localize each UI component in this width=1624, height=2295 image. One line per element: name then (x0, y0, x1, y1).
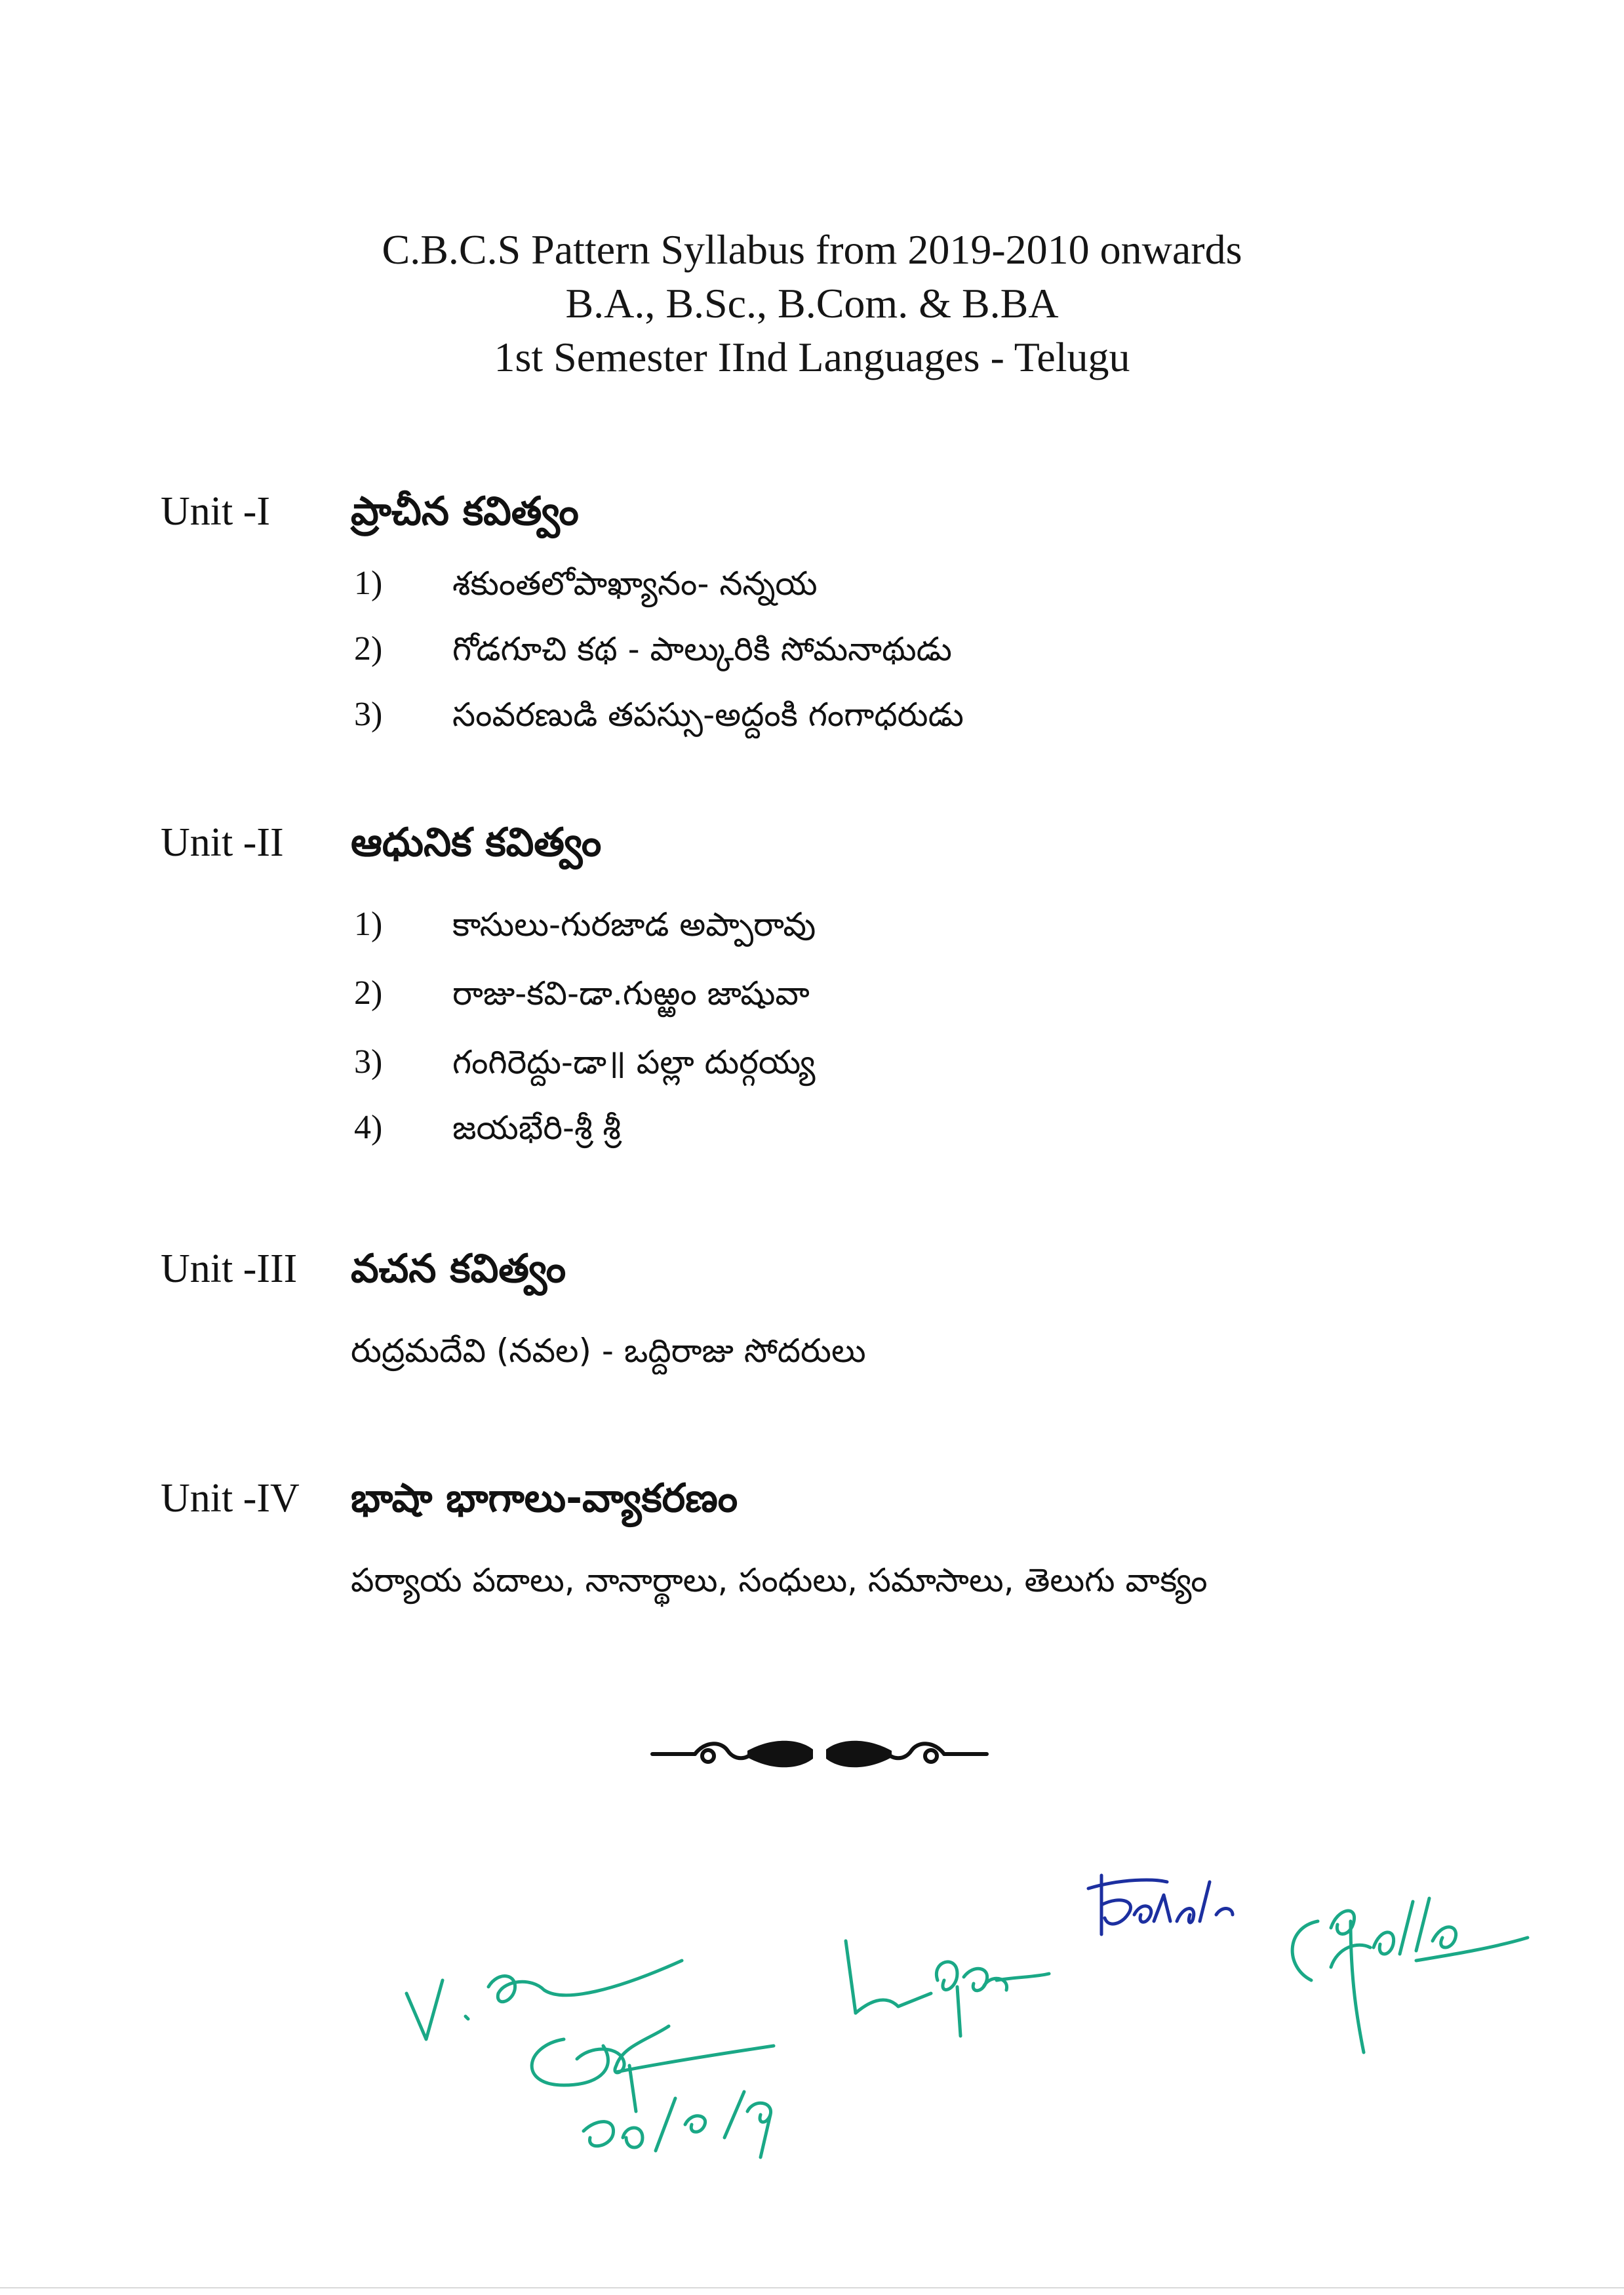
unit-title: భాషా భాగాలు-వ్యాకరణం (351, 1475, 738, 1521)
item-text: గంగిరెద్దు-డా॥ పల్లా దుర్గయ్య (452, 1043, 816, 1081)
item-number: 2) (354, 974, 383, 1012)
ornament-divider (649, 1731, 990, 1777)
item-text: కాసులు-గురజాడ అప్పారావు (452, 906, 816, 944)
unit-title: ఆధునిక కవిత్వం (351, 820, 602, 866)
unit-label: Unit -IV (161, 1476, 300, 1521)
item-number: 4) (354, 1109, 383, 1146)
unit-4-text: పర్యాయ పదాలు, నానార్థాలు, సంధులు, సమాసాలు, తెలుగు వాక్యం (351, 1561, 1208, 1599)
item-text: రాజు-కవి-డా.గుఱ్ఱం జాషువా (452, 974, 810, 1012)
item-number: 1) (354, 565, 383, 602)
unit-label: Unit -III (161, 1247, 298, 1291)
signatures (367, 1849, 1587, 2216)
item-text: శకుంతలోపాఖ్యానం- నన్నయ (452, 565, 818, 603)
item-number: 2) (354, 630, 383, 668)
unit-label: Unit -II (161, 820, 284, 865)
header-line-2: B.A., B.Sc., B.Com. & B.BA (565, 280, 1059, 327)
signature-1 (406, 1961, 682, 2039)
item-text: గోడగూచి కథ - పాల్కురికి సోమనాథుడు (452, 630, 952, 668)
scan-edge-line (0, 2287, 1624, 2288)
document-header (0, 223, 1624, 384)
signature-5 (1292, 1898, 1528, 2052)
signature-3 (846, 1941, 1049, 2036)
unit-title: వచన కవిత్వం (351, 1246, 566, 1292)
unit-title: ప్రాచీన కవిత్వం (351, 489, 579, 534)
item-number: 3) (354, 1043, 383, 1081)
signature-4 (1088, 1875, 1233, 1934)
unit-3-text: రుద్రమదేవి (నవల) - ఒద్దిరాజు సోదరులు (351, 1332, 866, 1370)
signature-2 (532, 2026, 774, 2157)
item-text: సంవరణుడి తపస్సు-అద్దంకి గంగాధరుడు (452, 696, 964, 734)
header-line-3: 1st Semester IInd Languages - Telugu (494, 334, 1130, 380)
header-line-1: C.B.C.S Pattern Syllabus from 2019-2010 onwards (382, 226, 1242, 273)
item-number: 3) (354, 696, 383, 733)
item-number: 1) (354, 906, 383, 943)
item-text: జయభేరి-శ్రీ శ్రీ (452, 1109, 621, 1147)
unit-label: Unit -I (161, 489, 271, 534)
